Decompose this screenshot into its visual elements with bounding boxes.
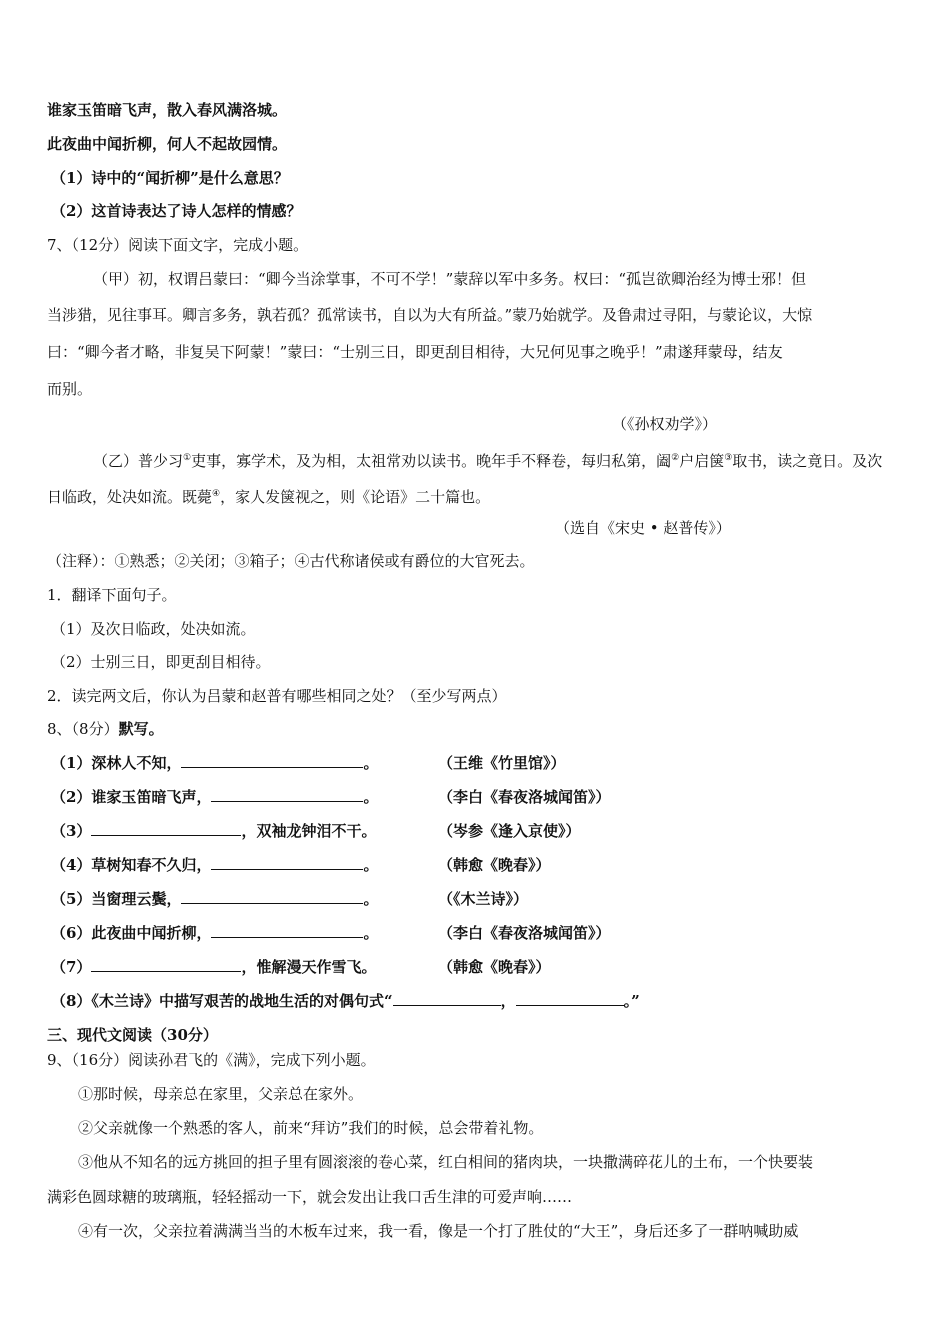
q9-para-3-line-1: ③他从不知名的远方挑回的担子里有圆滚滚的卷心菜，红白相间的猪肉块，一块撒满碎花儿的土布，一个快要装	[78, 1153, 814, 1171]
answer-blank[interactable]	[393, 991, 501, 1006]
q7-task-1: 1．翻译下面句子。	[47, 586, 177, 604]
recite-item-3: （3） ，双袖龙钟泪不干。	[51, 822, 377, 840]
recite-item-6: （6）此夜曲中闻折柳， 。	[51, 924, 379, 942]
q8-header: 8、（8分）默写。	[47, 720, 164, 738]
q6-sub2: （2）这首诗表达了诗人怎样的情感？	[51, 202, 302, 220]
recite-item-1: （1）深林人不知， 。	[51, 754, 379, 772]
note-marker-3: ③	[724, 453, 733, 463]
poem-line-2: 此夜曲中闻折柳，何人不起故园情。	[47, 135, 288, 153]
q9-para-3-line-2: 满彩色圆球糖的玻璃瓶，轻轻摇动一下，就会发出让我口舌生津的可爱声响……	[47, 1188, 573, 1206]
answer-blank[interactable]	[211, 923, 363, 938]
note-marker-4: ④	[212, 489, 221, 499]
poem-line-1: 谁家玉笛暗飞声，散入春风满洛城。	[47, 101, 288, 119]
recite-item-8: （8）《木兰诗》中描写艰苦的战地生活的对偶句式“ ， 。”	[51, 992, 640, 1010]
recite-item-7: （7） ，惟解漫天作雪飞。	[51, 958, 377, 976]
recite-ref-7: （韩愈《晚春》）	[438, 958, 551, 976]
q7-jia-line-1: （甲）初，权谓吕蒙曰：“卿今当涂掌事，不可不学！”蒙辞以军中多务。权曰：“孤岂欲卿治经为博士邪！但	[93, 270, 807, 288]
recite-item-4: （4）草树知春不久归， 。	[51, 856, 379, 874]
q7-task-1-1: （1）及次日临政，处决如流。	[51, 620, 256, 638]
q7-header: 7、（12分）阅读下面文字，完成小题。	[47, 236, 309, 254]
recite-ref-4: （韩愈《晚春》）	[438, 856, 551, 874]
q7-yi-line-1: （乙）普少习①吏事，寡学术，及为相，太祖常劝以读书。晚年手不释卷，每归私第，阖②户启箧③取书，读之竟日。及次	[93, 452, 883, 470]
q6-sub1: （1）诗中的“闻折柳”是什么意思？	[51, 169, 289, 187]
recite-ref-2: （李白《春夜洛城闻笛》）	[438, 788, 611, 806]
note-marker-2: ②	[671, 453, 680, 463]
q7-task-1-2: （2）士别三日，即更刮目相待。	[51, 653, 271, 671]
answer-blank[interactable]	[181, 889, 363, 904]
recite-ref-3: （岑参《逢入京使》）	[438, 822, 581, 840]
q7-jia-line-3: 曰：“卿今者才略，非复吴下阿蒙！”蒙曰：“士别三日，即更刮目相待，大兄何见事之晚乎！”肃遂拜蒙母，结友	[47, 343, 783, 361]
section-3-title: 三、现代文阅读（30分）	[47, 1026, 218, 1044]
q7-jia-line-4: 而别。	[47, 380, 93, 398]
q7-yi-line-2: 日临政，处决如流。既薨④，家人发箧视之，则《论语》二十篇也。	[47, 488, 491, 506]
q9-para-1: ①那时候，母亲总在家里，父亲总在家外。	[78, 1085, 364, 1103]
q7-jia-source: （《孙权劝学》）	[612, 415, 718, 433]
recite-item-5: （5）当窗理云鬓， 。	[51, 890, 379, 908]
q7-jia-line-2: 当涉猎，见往事耳。卿言多务，孰若孤？孤常读书，自以为大有所益。”蒙乃始就学。及鲁肃过寻阳，与蒙论议，大惊	[47, 306, 813, 324]
q9-header: 9、（16分）阅读孙君飞的《满》，完成下列小题。	[47, 1051, 376, 1069]
answer-blank[interactable]	[91, 957, 241, 972]
q7-task-2: 2．读完两文后，你认为吕蒙和赵普有哪些相同之处？（至少写两点）	[47, 687, 507, 705]
answer-blank[interactable]	[211, 855, 363, 870]
answer-blank[interactable]	[516, 991, 624, 1006]
recite-ref-6: （李白《春夜洛城闻笛》）	[438, 924, 611, 942]
answer-blank[interactable]	[91, 821, 241, 836]
note-marker-1: ①	[183, 453, 192, 463]
q7-yi-source: （选自《宋史 • 赵普传》）	[555, 519, 731, 537]
answer-blank[interactable]	[211, 787, 363, 802]
q9-para-4: ④有一次，父亲拉着满满当当的木板车过来，我一看，像是一个打了胜仗的“大王”，身后还多了一群呐喊助威	[78, 1222, 799, 1240]
q9-para-2: ②父亲就像一个熟悉的客人，前来“拜访”我们的时候，总会带着礼物。	[78, 1119, 544, 1137]
recite-item-2: （2）谁家玉笛暗飞声， 。	[51, 788, 379, 806]
answer-blank[interactable]	[181, 753, 363, 768]
recite-ref-5: （《木兰诗》）	[438, 890, 529, 908]
q7-notes: （注释）：①熟悉；②关闭；③箱子；④古代称诸侯或有爵位的大官死去。	[47, 552, 535, 570]
recite-ref-1: （王维《竹里馆》）	[438, 754, 566, 772]
